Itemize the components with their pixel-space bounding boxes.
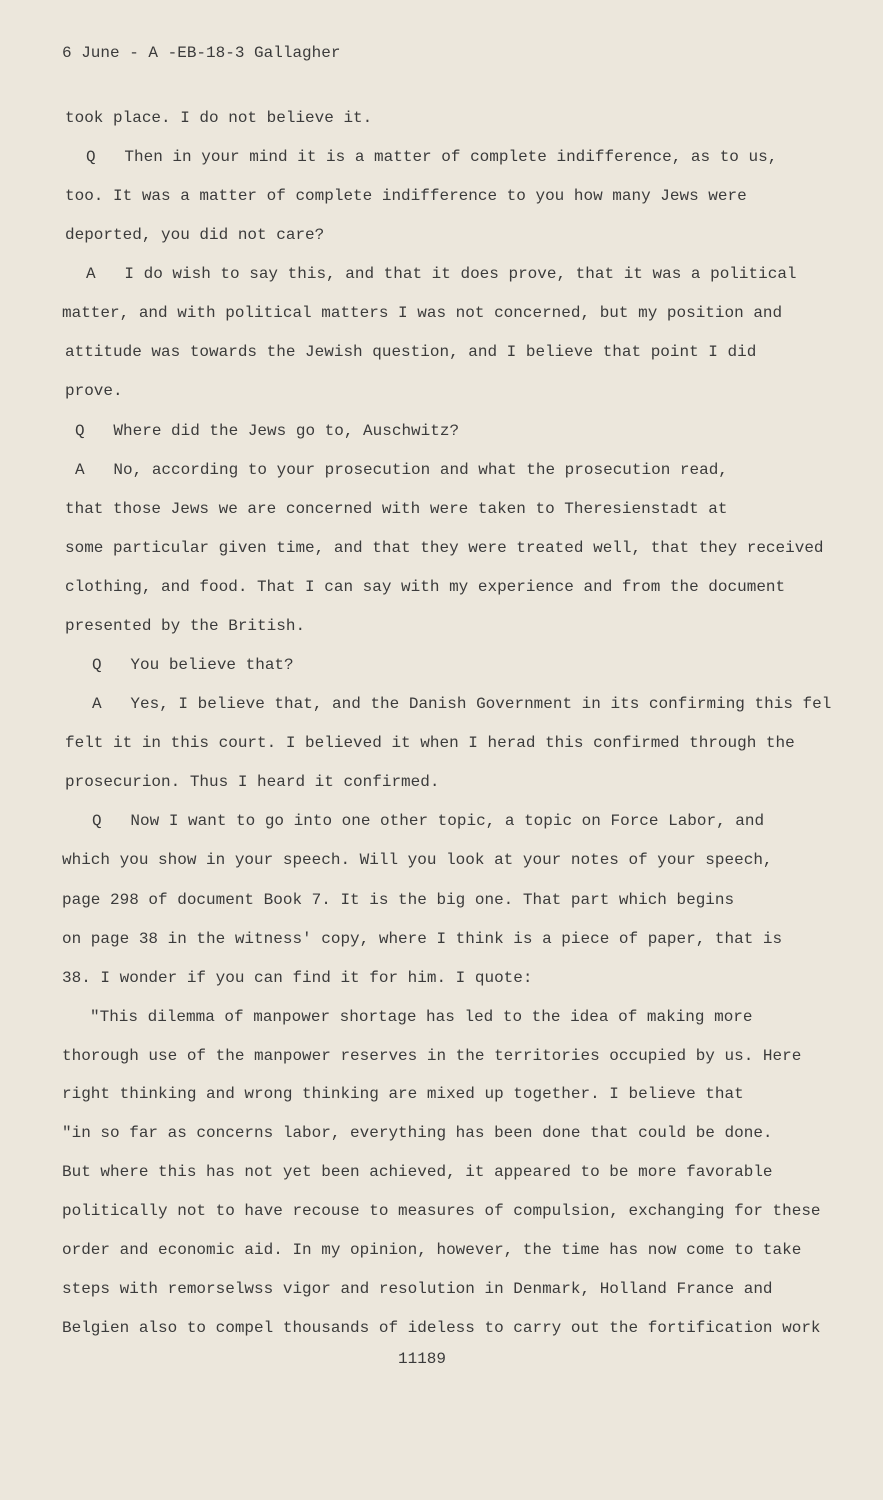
text-line: took place. I do not believe it. (65, 109, 373, 127)
question-line: Q Where did the Jews go to, Auschwitz? (75, 422, 460, 440)
page-number: 11189 (398, 1350, 447, 1368)
quote-line: right thinking and wrong thinking are mixed up together. I believe that (62, 1085, 744, 1103)
text-line: page 298 of document Book 7. It is the big one. That part which begins (62, 891, 735, 909)
text-line: 38. I wonder if you can find it for him. I quote: (62, 969, 533, 987)
text-line: on page 38 in the witness' copy, where I think is a piece of paper, that is (62, 930, 783, 948)
quote-line: thorough use of the manpower reserves in the territories occupied by us. Here (62, 1047, 802, 1065)
quote-line: But where this has not yet been achieved, it appeared to be more favorable (62, 1163, 773, 1181)
quote-line: "in so far as concerns labor, everything has been done that could be done. (62, 1124, 773, 1142)
question-line: Q Now I want to go into one other topic, a topic on Force Labor, and (92, 812, 765, 830)
answer-line: A Yes, I believe that, and the Danish Government in its confirming this fel (92, 695, 832, 713)
question-line: Q You believe that? (92, 656, 294, 674)
text-line: felt it in this court. I believed it when I herad this confirmed through the (65, 734, 795, 752)
text-line: attitude was towards the Jewish question, and I believe that point I did (65, 343, 757, 361)
answer-line: A No, according to your prosecution and what the prosecution read, (75, 461, 728, 479)
text-line: which you show in your speech. Will you look at your notes of your speech, (62, 851, 773, 869)
text-line: that those Jews we are concerned with were taken to Theresienstadt at (65, 500, 728, 518)
question-line: Q Then in your mind it is a matter of complete indifference, as to us, (86, 148, 778, 166)
text-line: too. It was a matter of complete indifference to you how many Jews were (65, 187, 747, 205)
text-line: clothing, and food. That I can say with my experience and from the document (65, 578, 786, 596)
text-line: prosecurion. Thus I heard it confirmed. (65, 773, 440, 791)
quote-line: steps with remorselwss vigor and resolution in Denmark, Holland France and (62, 1280, 773, 1298)
text-line: matter, and with political matters I was not concerned, but my position and (62, 304, 783, 322)
text-line: presented by the British. (65, 617, 306, 635)
answer-line: A I do wish to say this, and that it does prove, that it was a political (86, 265, 797, 283)
text-line: prove. (65, 382, 123, 400)
page-header: 6 June - A -EB-18-3 Gallagher (62, 44, 341, 62)
quote-line: order and economic aid. In my opinion, however, the time has now come to take (62, 1241, 802, 1259)
quote-line: politically not to have recouse to measures of compulsion, exchanging for these (62, 1202, 821, 1220)
text-line: some particular given time, and that they were treated well, that they received (65, 539, 824, 557)
quote-line: Belgien also to compel thousands of ideless to carry out the fortification work (62, 1319, 821, 1337)
text-line: deported, you did not care? (65, 226, 325, 244)
quote-line: "This dilemma of manpower shortage has led to the idea of making more (90, 1008, 753, 1026)
